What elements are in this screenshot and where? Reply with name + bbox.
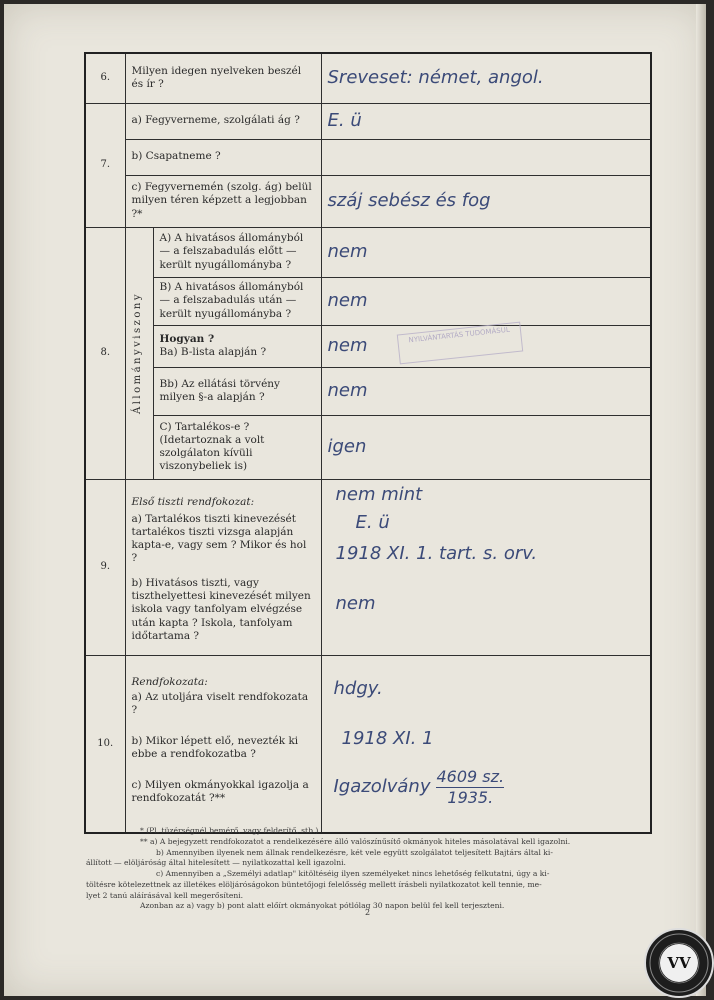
answer: nem	[321, 325, 651, 367]
fraction	[436, 767, 504, 808]
answer: 1918 XI. 1	[341, 728, 434, 749]
footnote: ** a) A bejegyzett rendfokozatot a rendelkezésére álló valószínűsítő okmányok hiteles másolatával kell igazolni.	[140, 836, 571, 846]
answer-cell	[321, 655, 651, 833]
row-8B	[85, 277, 651, 325]
faint-stamp: NYILVÁNTARTÁS TUDOMÁSUL	[397, 322, 523, 365]
question-cell	[125, 655, 321, 833]
answer: nem	[335, 593, 376, 614]
answer: Igazolvány	[333, 775, 431, 797]
answer: száj sebész és fog	[321, 175, 651, 227]
seal-monogram: VV	[660, 944, 698, 982]
answer-cell	[321, 479, 651, 655]
row-7b	[85, 139, 651, 175]
question-heading: C) Tartalékos-e ?	[159, 420, 250, 433]
question: (Idetartoznak a volt szolgálaton kívüli viszonybeliek is)	[159, 433, 265, 473]
row-8A	[85, 227, 651, 277]
row-7a	[85, 103, 651, 139]
page-number: 2	[365, 908, 371, 917]
answer: 1918 XI. 1. tart. s. orv.	[335, 542, 538, 564]
question: b) Csapatneme ?	[125, 139, 321, 175]
question: c) Milyen okmányokkal igazolja a rendfokozatát ?**	[131, 779, 309, 805]
answer-group	[334, 767, 645, 808]
question: a) Fegyverneme, szolgálati ág ?	[125, 103, 321, 139]
group-label-cell	[125, 227, 153, 479]
footnote: b) Amennyiben ilyenek nem állnak rendelkezésre, két vele együtt szolgálatot teljesített Bajtárs által ki-	[156, 847, 553, 857]
page-edge	[696, 4, 706, 996]
footnote: Azonban az a) vagy b) pont alatt előírt okmányokat pótlólag 30 napon belül fel kell terjeszteni.	[140, 901, 505, 911]
question: Milyen idegen nyelveken beszél és ír ?	[125, 53, 321, 103]
question-heading: Rendfokozata:	[131, 675, 208, 688]
answer: E. ü	[355, 512, 390, 533]
footnote: állított — elöljáróság által hitelesített — nyilatkozattal kell igazolni.	[86, 858, 346, 868]
answer: 4609 sz.	[436, 766, 505, 786]
question-cell	[153, 325, 321, 367]
footnote: c) Amennyiben a „Személyi adatlap" kitöltéséig ilyen személyeket nincs lehetőség felkutatni, úgy a ki-	[156, 869, 550, 879]
question-heading: Hogyan ?	[159, 332, 215, 345]
row-number: 6.	[85, 53, 125, 103]
answer: igen	[321, 415, 651, 479]
footnotes	[86, 826, 656, 912]
row-9	[85, 479, 651, 655]
row-number: 8.	[85, 227, 125, 479]
row-10	[85, 655, 651, 833]
answer: nem	[321, 227, 651, 277]
footnote: lyet 2 tanú aláírásával kell megerősíteni.	[86, 890, 244, 900]
row-number: 10.	[85, 655, 125, 833]
answer: 1935.	[447, 787, 494, 807]
answer: nem	[321, 277, 651, 325]
question: Ba) B-lista alapján ?	[159, 346, 267, 358]
question: c) Fegyvernemén (szolg. ág) belül milyen téren képzett a legjobban ?*	[125, 175, 321, 227]
questionnaire-table	[84, 52, 652, 834]
answer: hdgy.	[333, 677, 383, 699]
question: a) Tartalékos tiszti kinevezését tartalékos tiszti vizsga alapján kapta-e, vagy sem ? Mikor és hol ?	[131, 512, 307, 564]
row-8Bb	[85, 367, 651, 415]
question: b) Mikor lépett elő, nevezték ki ebbe a rendfokozatba ?	[131, 734, 299, 760]
footnote: * (Pl. tüzérségnél bemérő, vagy felderítő, stb.)	[140, 826, 319, 835]
row-7c	[85, 175, 651, 227]
row-8Ba	[85, 325, 651, 367]
row-8C	[85, 415, 651, 479]
group-label: Állományviszony	[131, 291, 143, 415]
question: a) Az utoljára viselt rendfokozata ?	[131, 690, 309, 716]
question-heading: Első tiszti rendfokozat:	[131, 495, 255, 508]
row-6	[85, 53, 651, 103]
answer	[321, 139, 651, 175]
question: B) A hivatásos állományból — a felszabadulás után — került nyugállományba ?	[153, 277, 321, 325]
answer: nem	[321, 367, 651, 415]
question: A) A hivatásos állományból — a felszabadulás előtt — került nyugállományba ?	[153, 227, 321, 277]
row-number: 9.	[85, 479, 125, 655]
question-cell	[153, 415, 321, 479]
footnote: töltésre kötelezettnek az illetékes elöljáróságokon büntetőjogi felelősség mellett írásbeli nyilatkozatot kell tennie, me-	[86, 879, 542, 889]
question-cell	[125, 479, 321, 655]
archive-seal-logo	[644, 928, 714, 998]
question: b) Hivatásos tiszti, vagy tiszthelyettesi kinevezését milyen iskola vagy tanfolyam elvégzése után kapta ? Iskola, tanfolyam időtartama ?	[131, 577, 311, 642]
answer: Sreveset: német, angol.	[321, 53, 651, 103]
answer: nem mint	[335, 483, 423, 505]
question: Bb) Az ellátási törvény milyen §-a alapján ?	[153, 367, 321, 415]
row-number: 7.	[85, 103, 125, 227]
answer: E. ü	[321, 103, 651, 139]
